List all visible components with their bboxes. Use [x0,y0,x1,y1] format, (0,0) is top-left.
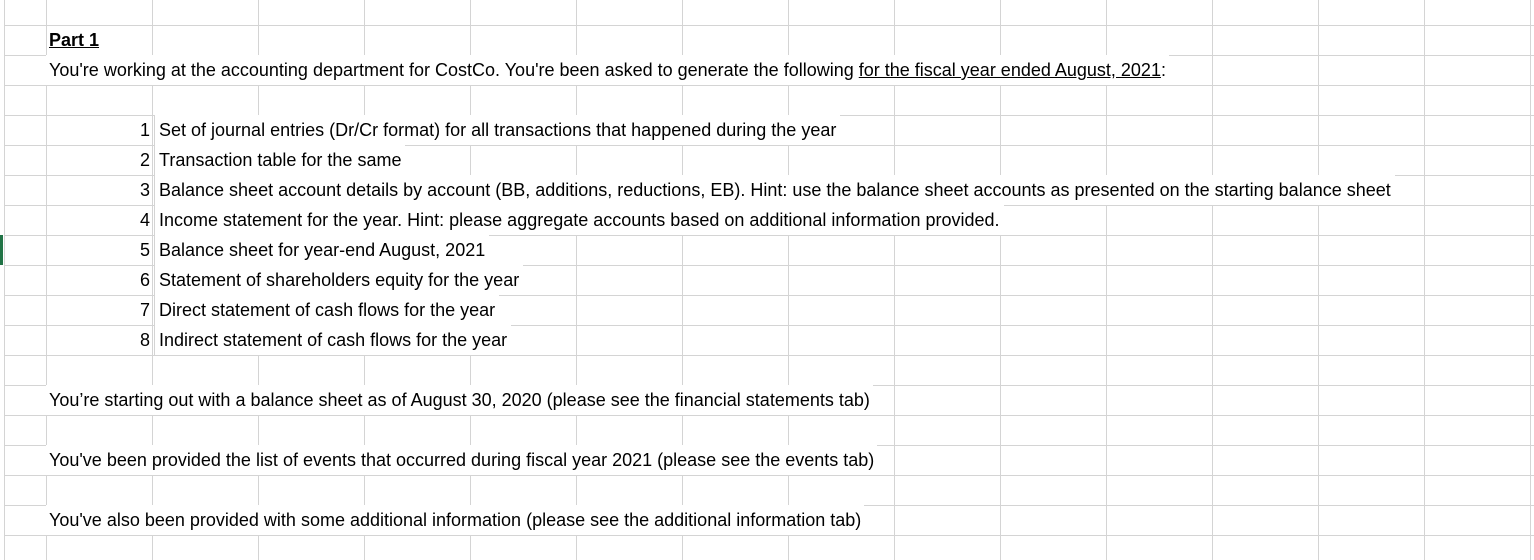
note-balance-sheet[interactable]: You’re starting out with a balance sheet as of August 30, 2020 (please see the financial statements tab) [46,385,873,415]
task-text-3[interactable]: Balance sheet account details by account (BB, additions, reductions, EB). Hint: use the balance sheet accounts as presented on the starting balance sheet [154,175,1395,205]
task-text-5[interactable]: Balance sheet for year-end August, 2021 [154,235,489,265]
task-text-1[interactable]: Set of journal entries (Dr/Cr format) for all transactions that happened during the year [154,115,840,145]
task-number-1[interactable]: 1 [139,120,150,140]
task-text-6[interactable]: Statement of shareholders equity for the year [154,265,523,295]
intro-text: You're working at the accounting department for CostCo. You're been asked to generate the following [49,60,859,80]
task-text-2[interactable]: Transaction table for the same [154,145,405,175]
intro-underlined-text: for the fiscal year ended August, 2021 [858,60,1161,80]
task-text-8[interactable]: Indirect statement of cash flows for the year [154,325,511,355]
row-header-strip [0,0,5,560]
task-text-4[interactable]: Income statement for the year. Hint: please aggregate accounts based on additional information provided. [154,205,1004,235]
task-number-2[interactable]: 2 [139,150,150,170]
task-number-4[interactable]: 4 [139,210,150,230]
intro-cell[interactable] [46,55,1169,85]
task-text-7[interactable]: Direct statement of cash flows for the year [154,295,499,325]
task-number-7[interactable]: 7 [139,300,150,320]
part-title[interactable]: Part 1 [49,30,100,50]
task-number-3[interactable]: 3 [139,180,150,200]
task-number-8[interactable]: 8 [139,330,150,350]
task-number-5[interactable]: 5 [139,240,150,260]
active-row-indicator [0,235,3,265]
note-events[interactable]: You've been provided the list of events that occurred during fiscal year 2021 (please see the events tab) [46,445,877,475]
note-additional-info[interactable]: You've also been provided with some additional information (please see the additional information tab) [46,505,864,535]
task-number-6[interactable]: 6 [139,270,150,290]
intro-suffix: : [1160,60,1166,80]
